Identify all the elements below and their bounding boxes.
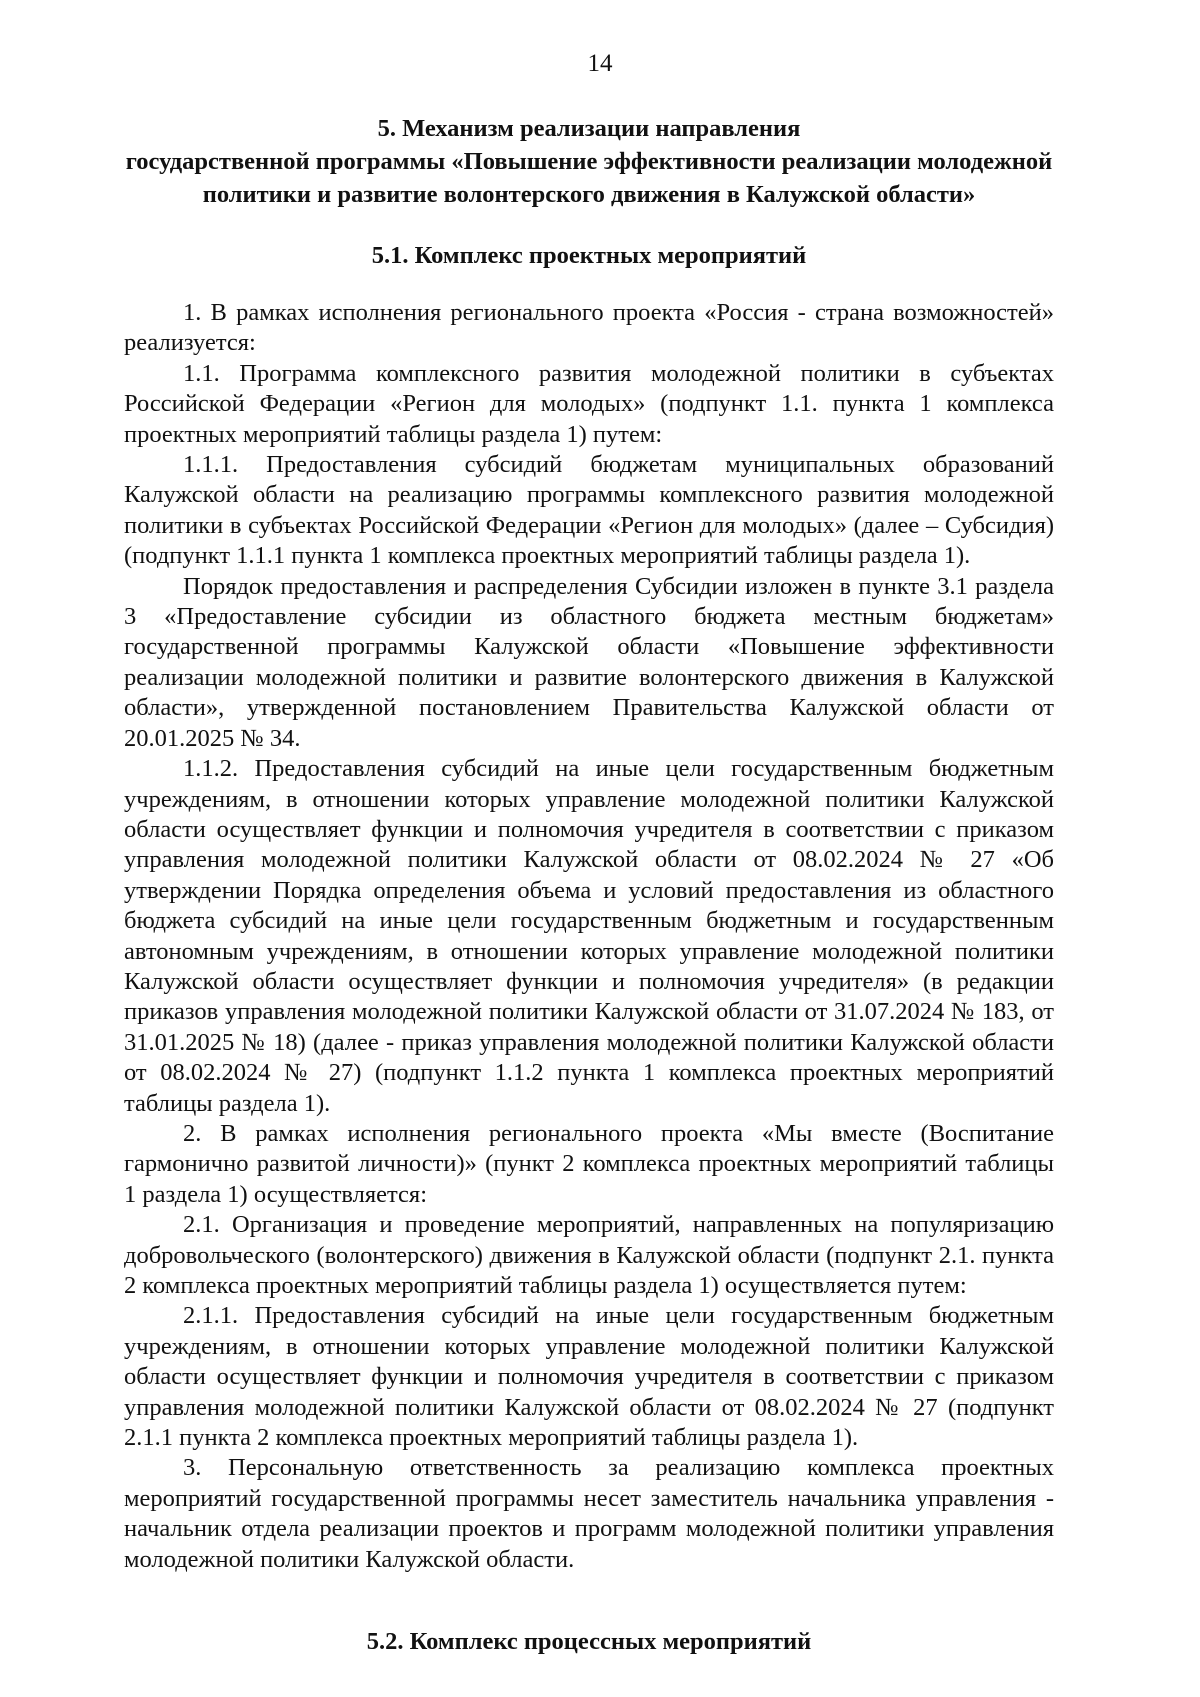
section-title-line: политики и развитие волонтерского движения в Калужской области» bbox=[202, 181, 976, 208]
paragraph-1-1: 1.1. Программа комплексного развития молодежной политики в субъектах Российской Федерации «Регион для молодых» (подпункт 1.1. пункта 1 комплекса проектных мероприятий таблицы раздела 1) путем: bbox=[124, 359, 1054, 448]
section-title-line: 5. Механизм реализации направления bbox=[377, 115, 801, 142]
paragraph-subsidy-procedure: Порядок предоставления и распределения Субсидии изложен в пункте 3.1 раздела 3 «Предоставление субсидии из областного бюджета местным бюджетам» государственной программы Калужской области «Повышение эффективности реализации молодежной политики и развитие волонтерского движения в Калужской области», утвержденной постановлением Правительства Калужской области от 20.01.2025 № 34. bbox=[124, 572, 1054, 752]
section-title-line: государственной программы «Повышение эффективности реализации молодежной bbox=[125, 148, 1053, 175]
section-title bbox=[124, 112, 1054, 211]
paragraph-1: 1. В рамках исполнения регионального проекта «Россия - страна возможностей» реализуется: bbox=[124, 299, 1054, 357]
subsection-title-5-1: 5.1. Комплекс проектных мероприятий bbox=[371, 242, 807, 269]
paragraph-2: 2. В рамках исполнения регионального проекта «Мы вместе (Воспитание гармонично развитой личности)» (пункт 2 комплекса проектных мероприятий таблицы 1 раздела 1) осуществляется: bbox=[124, 1119, 1054, 1208]
subsection-title-5-2: 5.2. Комплекс процессных мероприятий bbox=[366, 1628, 812, 1656]
paragraph-1-1-1: 1.1.1. Предоставления субсидий бюджетам муниципальных образований Калужской области на реализацию программы комплексного развития молодежной политики в субъектах Российской Федерации «Регион для молодых» (далее – Субсидия) (подпункт 1.1.1 пункта 1 комплекса проектных мероприятий таблицы раздела 1). bbox=[124, 451, 1054, 570]
page-number: 14 bbox=[587, 50, 613, 77]
paragraph-1-1-2: 1.1.2. Предоставления субсидий на иные цели государственным бюджетным учреждениям, в отношении которых управление молодежной политики Калужской области осуществляет функции и полномочия учредителя в соответствии с приказом управления молодежной политики Калужской области от 08.02.2024 № 27 «Об утверждении Порядка определения объема и условий предоставления из областного бюджета субсидий на иные цели государственным бюджетным и государственным автономным учреждениям, в отношении которых управление молодежной политики Калужской области осуществляет функции и полномочия учредителя» (в редакции приказов управления молодежной политики Калужской области от 31.07.2024 № 183, от 31.01.2025 № 18) (далее - приказ управления молодежной политики Калужской области от 08.02.2024 № 27) (подпункт 1.1.2 пункта 1 комплекса проектных мероприятий таблицы раздела 1). bbox=[124, 755, 1054, 1117]
paragraph-2-1: 2.1. Организация и проведение мероприятий, направленных на популяризацию добровольческого (волонтерского) движения в Калужской области (подпункт 2.1. пункта 2 комплекса проектных мероприятий таблицы раздела 1) осуществляется путем: bbox=[124, 1211, 1054, 1299]
paragraph-2-1-1: 2.1.1. Предоставления субсидий на иные цели государственным бюджетным учреждениям, в отношении которых управление молодежной политики Калужской области осуществляет функции и полномочия учредителя в соответствии с приказом управления молодежной политики Калужской области от 08.02.2024 № 27 (подпункт 2.1.1 пункта 2 комплекса проектных мероприятий таблицы раздела 1). bbox=[124, 1302, 1054, 1452]
document-body bbox=[124, 112, 1054, 1658]
paragraph-3: 3. Персональную ответственность за реализацию комплекса проектных мероприятий государственной программы несет заместитель начальника управления - начальник отдела реализации проектов и программ молодежной политики управления молодежной политики Калужской области. bbox=[124, 1454, 1054, 1573]
